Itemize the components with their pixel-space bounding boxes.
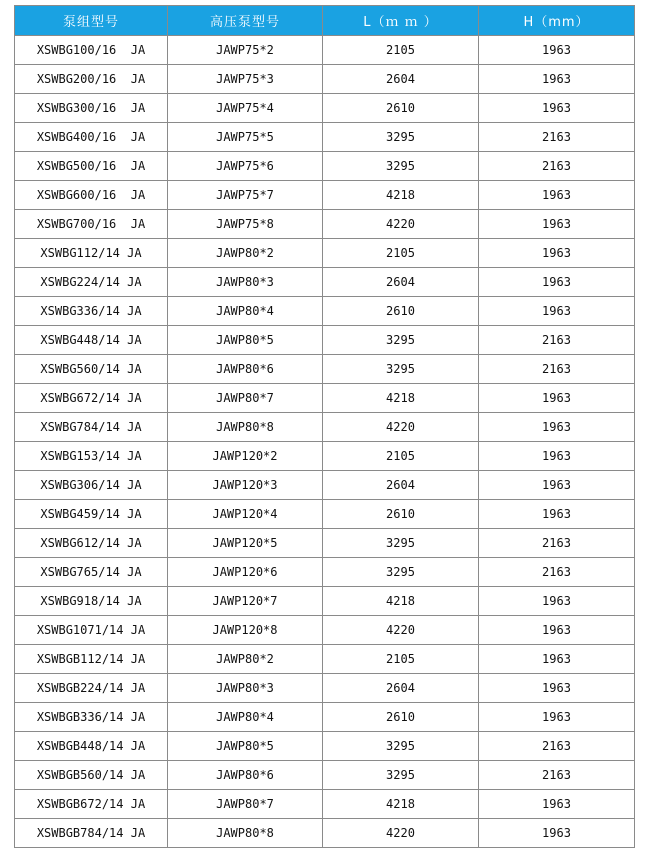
- table-row: [15, 152, 635, 181]
- cell-height: 2163: [479, 326, 635, 355]
- table-row: [15, 181, 635, 210]
- table-body: [15, 36, 635, 848]
- pump-spec-table: [14, 5, 635, 848]
- cell-pump-set-model: XSWBG200/16 JA: [15, 65, 168, 94]
- cell-height: 1963: [479, 616, 635, 645]
- cell-length: 2105: [323, 442, 479, 471]
- cell-height: 1963: [479, 94, 635, 123]
- cell-pump-set-model: XSWBG300/16 JA: [15, 94, 168, 123]
- cell-high-pressure-pump-model: JAWP80*3: [168, 674, 323, 703]
- cell-pump-set-model: XSWBG918/14 JA: [15, 587, 168, 616]
- cell-pump-set-model: XSWBG112/14 JA: [15, 239, 168, 268]
- cell-height: 1963: [479, 413, 635, 442]
- cell-height: 2163: [479, 732, 635, 761]
- cell-length: 3295: [323, 529, 479, 558]
- table-row: [15, 616, 635, 645]
- cell-height: 1963: [479, 471, 635, 500]
- table-row: [15, 355, 635, 384]
- cell-pump-set-model: XSWBG1071/14 JA: [15, 616, 168, 645]
- table-row: [15, 384, 635, 413]
- cell-length: 2610: [323, 297, 479, 326]
- cell-height: 1963: [479, 239, 635, 268]
- cell-length: 3295: [323, 761, 479, 790]
- cell-height: 1963: [479, 703, 635, 732]
- table-row: [15, 500, 635, 529]
- table-row: [15, 471, 635, 500]
- cell-high-pressure-pump-model: JAWP80*4: [168, 703, 323, 732]
- cell-pump-set-model: XSWBG672/14 JA: [15, 384, 168, 413]
- cell-high-pressure-pump-model: JAWP75*8: [168, 210, 323, 239]
- cell-pump-set-model: XSWBG784/14 JA: [15, 413, 168, 442]
- cell-pump-set-model: XSWBGB784/14 JA: [15, 819, 168, 848]
- cell-high-pressure-pump-model: JAWP75*6: [168, 152, 323, 181]
- cell-height: 2163: [479, 123, 635, 152]
- cell-length: 4220: [323, 413, 479, 442]
- cell-high-pressure-pump-model: JAWP120*3: [168, 471, 323, 500]
- cell-length: 2604: [323, 268, 479, 297]
- cell-length: 2610: [323, 500, 479, 529]
- cell-height: 1963: [479, 36, 635, 65]
- table-row: [15, 732, 635, 761]
- cell-height: 1963: [479, 587, 635, 616]
- cell-high-pressure-pump-model: JAWP80*6: [168, 355, 323, 384]
- cell-high-pressure-pump-model: JAWP75*2: [168, 36, 323, 65]
- cell-pump-set-model: XSWBG600/16 JA: [15, 181, 168, 210]
- cell-high-pressure-pump-model: JAWP75*5: [168, 123, 323, 152]
- cell-length: 3295: [323, 152, 479, 181]
- table-row: [15, 94, 635, 123]
- table-row: [15, 123, 635, 152]
- cell-high-pressure-pump-model: JAWP120*8: [168, 616, 323, 645]
- table-row: [15, 529, 635, 558]
- cell-length: 4220: [323, 616, 479, 645]
- cell-high-pressure-pump-model: JAWP80*8: [168, 413, 323, 442]
- table-row: [15, 239, 635, 268]
- cell-pump-set-model: XSWBG336/14 JA: [15, 297, 168, 326]
- cell-high-pressure-pump-model: JAWP80*6: [168, 761, 323, 790]
- cell-height: 1963: [479, 819, 635, 848]
- table-row: [15, 210, 635, 239]
- table-row: [15, 790, 635, 819]
- table-header: [15, 6, 635, 36]
- cell-length: 3295: [323, 123, 479, 152]
- cell-pump-set-model: XSWBG224/14 JA: [15, 268, 168, 297]
- cell-length: 4218: [323, 790, 479, 819]
- header-high-pressure-pump-model: 高压泵型号: [168, 6, 323, 36]
- cell-high-pressure-pump-model: JAWP80*5: [168, 326, 323, 355]
- table-row: [15, 645, 635, 674]
- cell-pump-set-model: XSWBGB224/14 JA: [15, 674, 168, 703]
- cell-pump-set-model: XSWBG459/14 JA: [15, 500, 168, 529]
- cell-length: 2610: [323, 94, 479, 123]
- cell-high-pressure-pump-model: JAWP80*3: [168, 268, 323, 297]
- cell-pump-set-model: XSWBG612/14 JA: [15, 529, 168, 558]
- cell-high-pressure-pump-model: JAWP120*4: [168, 500, 323, 529]
- cell-high-pressure-pump-model: JAWP80*7: [168, 790, 323, 819]
- cell-height: 1963: [479, 210, 635, 239]
- table-row: [15, 558, 635, 587]
- header-row: [15, 6, 635, 36]
- cell-pump-set-model: XSWBG306/14 JA: [15, 471, 168, 500]
- cell-high-pressure-pump-model: JAWP75*7: [168, 181, 323, 210]
- cell-height: 1963: [479, 645, 635, 674]
- cell-length: 4218: [323, 587, 479, 616]
- cell-height: 1963: [479, 65, 635, 94]
- table-row: [15, 297, 635, 326]
- cell-pump-set-model: XSWBGB448/14 JA: [15, 732, 168, 761]
- cell-pump-set-model: XSWBGB560/14 JA: [15, 761, 168, 790]
- cell-height: 2163: [479, 529, 635, 558]
- cell-length: 4218: [323, 181, 479, 210]
- table-row: [15, 761, 635, 790]
- cell-length: 2610: [323, 703, 479, 732]
- header-height-mm: H（mm）: [479, 6, 635, 36]
- cell-length: 3295: [323, 558, 479, 587]
- cell-pump-set-model: XSWBG700/16 JA: [15, 210, 168, 239]
- cell-height: 2163: [479, 152, 635, 181]
- cell-length: 3295: [323, 732, 479, 761]
- cell-high-pressure-pump-model: JAWP120*5: [168, 529, 323, 558]
- header-length-mm: L（ｍ ｍ ）: [323, 6, 479, 36]
- cell-pump-set-model: XSWBGB112/14 JA: [15, 645, 168, 674]
- cell-high-pressure-pump-model: JAWP120*7: [168, 587, 323, 616]
- table-row: [15, 36, 635, 65]
- cell-height: 2163: [479, 355, 635, 384]
- cell-pump-set-model: XSWBG765/14 JA: [15, 558, 168, 587]
- table-row: [15, 65, 635, 94]
- cell-pump-set-model: XSWBG153/14 JA: [15, 442, 168, 471]
- cell-length: 3295: [323, 326, 479, 355]
- cell-length: 3295: [323, 355, 479, 384]
- table-row: [15, 587, 635, 616]
- cell-height: 2163: [479, 558, 635, 587]
- table-row: [15, 819, 635, 848]
- header-pump-set-model: 泵组型号: [15, 6, 168, 36]
- cell-pump-set-model: XSWBG560/14 JA: [15, 355, 168, 384]
- cell-high-pressure-pump-model: JAWP75*3: [168, 65, 323, 94]
- cell-height: 1963: [479, 442, 635, 471]
- cell-height: 2163: [479, 761, 635, 790]
- cell-high-pressure-pump-model: JAWP75*4: [168, 94, 323, 123]
- cell-pump-set-model: XSWBG500/16 JA: [15, 152, 168, 181]
- cell-length: 2604: [323, 65, 479, 94]
- cell-length: 2604: [323, 471, 479, 500]
- cell-height: 1963: [479, 500, 635, 529]
- cell-high-pressure-pump-model: JAWP80*5: [168, 732, 323, 761]
- table-row: [15, 413, 635, 442]
- cell-high-pressure-pump-model: JAWP80*4: [168, 297, 323, 326]
- cell-height: 1963: [479, 384, 635, 413]
- table-row: [15, 674, 635, 703]
- cell-pump-set-model: XSWBGB672/14 JA: [15, 790, 168, 819]
- cell-pump-set-model: XSWBG400/16 JA: [15, 123, 168, 152]
- cell-length: 4218: [323, 384, 479, 413]
- cell-pump-set-model: XSWBG448/14 JA: [15, 326, 168, 355]
- cell-high-pressure-pump-model: JAWP120*2: [168, 442, 323, 471]
- table-row: [15, 703, 635, 732]
- cell-length: 2105: [323, 36, 479, 65]
- cell-length: 2105: [323, 239, 479, 268]
- cell-high-pressure-pump-model: JAWP120*6: [168, 558, 323, 587]
- table-row: [15, 442, 635, 471]
- cell-length: 2105: [323, 645, 479, 674]
- table-row: [15, 326, 635, 355]
- cell-length: 4220: [323, 210, 479, 239]
- cell-high-pressure-pump-model: JAWP80*7: [168, 384, 323, 413]
- cell-height: 1963: [479, 181, 635, 210]
- cell-high-pressure-pump-model: JAWP80*2: [168, 645, 323, 674]
- cell-high-pressure-pump-model: JAWP80*2: [168, 239, 323, 268]
- cell-height: 1963: [479, 790, 635, 819]
- cell-height: 1963: [479, 268, 635, 297]
- cell-high-pressure-pump-model: JAWP80*8: [168, 819, 323, 848]
- cell-pump-set-model: XSWBGB336/14 JA: [15, 703, 168, 732]
- cell-length: 2604: [323, 674, 479, 703]
- cell-height: 1963: [479, 674, 635, 703]
- cell-height: 1963: [479, 297, 635, 326]
- table-row: [15, 268, 635, 297]
- cell-length: 4220: [323, 819, 479, 848]
- cell-pump-set-model: XSWBG100/16 JA: [15, 36, 168, 65]
